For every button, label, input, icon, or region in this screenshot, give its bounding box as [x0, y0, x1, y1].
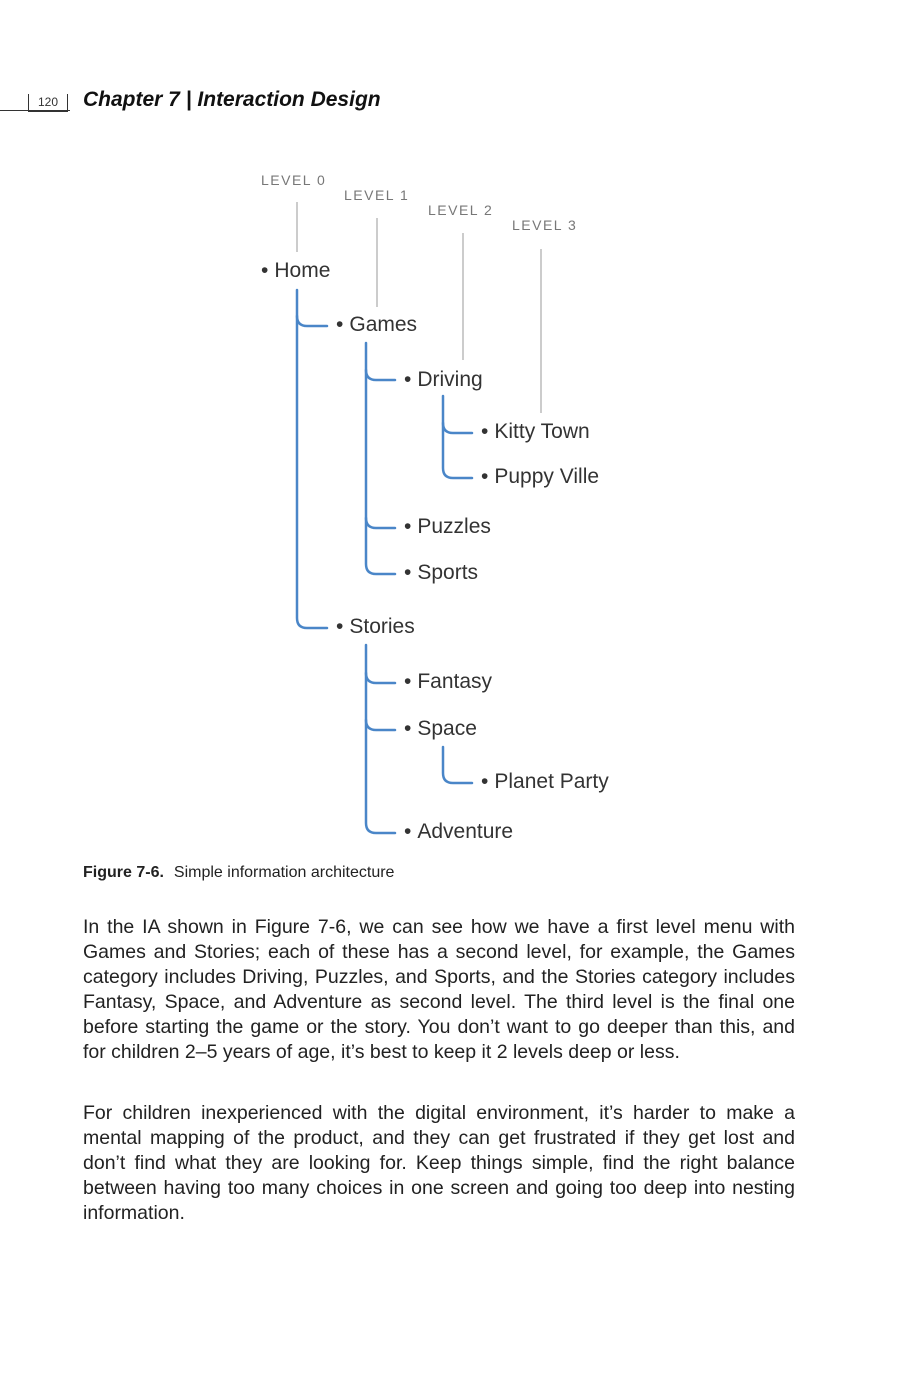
node-fantasy: • Fantasy [404, 670, 493, 693]
home-connector [297, 290, 327, 628]
body-paragraph-2: For children inexperienced with the digital environment, it’s harder to make a mental mapping of the product, and they can get frustrated if they get lost and don’t find what they are looking for. Keep things simple, find the right balance between having too many choices in one screen and going too deep into nesting information. [83, 1102, 795, 1224]
node-home: • Home [261, 259, 331, 282]
node-kitty-town: • Kitty Town [481, 420, 590, 443]
node-stories: • Stories [336, 615, 415, 638]
body-paragraph-1: In the IA shown in Figure 7-6, we can see how we have a first level menu with Games and Stories; each of these has a second level, for example, the Games category includes Driving, Puzzles, and Sports, and the Stories category includes Fantasy, Space, and Adventure as second level. The third level is the final one before starting the game or the story. You don’t want to go deeper than this, and for children 2–5 years of age, it’s best to keep it 2 levels deep or less. [83, 916, 795, 1063]
driving-branch [366, 370, 395, 380]
node-space: • Space [404, 717, 477, 740]
games-branch [297, 316, 327, 326]
stories-connector [366, 645, 395, 833]
level-0-label: LEVEL 0 [261, 172, 327, 188]
level-2-label: LEVEL 2 [428, 202, 494, 218]
running-head: Chapter 7 | Interaction Design [83, 88, 381, 111]
fantasy-branch [366, 673, 395, 683]
space-branch [366, 720, 395, 730]
node-planet-party: • Planet Party [481, 770, 609, 793]
puzzles-branch [366, 518, 395, 528]
node-driving: • Driving [404, 368, 483, 391]
node-adventure: • Adventure [404, 820, 514, 843]
node-sports: • Sports [404, 561, 479, 584]
driving-connector [443, 396, 472, 478]
node-games: • Games [336, 313, 418, 336]
figure-caption [83, 864, 394, 882]
node-puzzles: • Puzzles [404, 515, 491, 538]
figure-caption-text: Simple information architecture [173, 864, 395, 881]
node-puppy-ville: • Puppy Ville [481, 465, 600, 488]
figure-number: Figure 7-6. [83, 864, 164, 881]
level-1-label: LEVEL 1 [344, 187, 410, 203]
space-connector [443, 747, 472, 783]
page-number: 120 [28, 94, 68, 112]
level-3-label: LEVEL 3 [512, 217, 578, 233]
kitty-town-branch [443, 423, 472, 433]
